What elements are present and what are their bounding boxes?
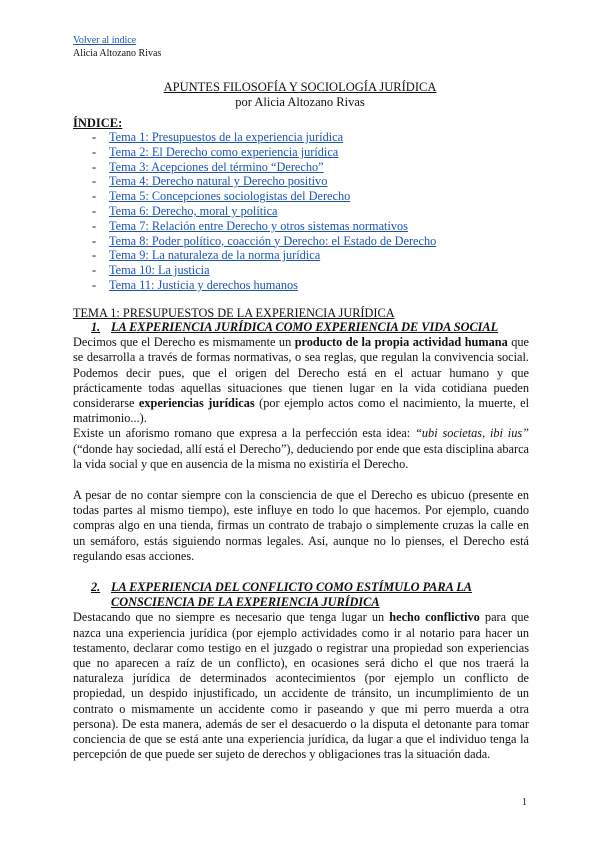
page-number: 1 <box>522 797 527 808</box>
toc-item: - Tema 9: La naturaleza de la norma jurídica <box>92 248 321 263</box>
document-title: APUNTES FILOSOFÍA Y SOCIOLOGÍA JURÍDICA <box>163 80 437 94</box>
paragraph: Existe un aforismo romano que expresa a la perfección esta idea: “ubi societas, ibi ius” (“donde hay sociedad, allí está el Derecho”), deduciendo por ende que esta disciplina abarca la vida social y que en ausencia de la misma no existiría el Derecho. <box>73 426 529 471</box>
subsection-number: 2. <box>91 580 101 595</box>
toc-item: - Tema 7: Relación entre Derecho y otros sistemas normativos <box>92 218 408 233</box>
bold-term: experiencias jurídicas <box>138 396 255 411</box>
subsection-title: LA EXPERIENCIA DEL CONFLICTO COMO ESTÍMULO PARA LA CONSCIENCIA DE LA EXPERIENCIA JURÍDICA <box>111 580 472 610</box>
toc-link-tema-11[interactable]: Tema 11: Justicia y derechos humanos <box>109 277 298 292</box>
toc-item: - Tema 1: Presupuestos de la experiencia jurídica <box>92 130 344 144</box>
paragraph: A pesar de no contar siempre con la consciencia de que el Derecho es ubicuo (presente en todas partes al mismo tiempo), este influye en todo lo que hacemos. Por ejemplo, cuando compras algo en una tienda, firmas un contrato de trabajo o simplemente cruzas la calle en un semáforo, estás siguiendo normas legales. Así, aunque no lo pienses, el Derecho está regulando esas acciones. <box>73 488 529 563</box>
toc-item: - Tema 10: La justicia <box>92 263 210 278</box>
section-heading: TEMA 1: PRESUPUESTOS DE LA EXPERIENCIA JURÍDICA <box>73 306 395 320</box>
toc-item: - Tema 8: Poder político, coacción y Derecho: el Estado de Derecho <box>92 233 437 248</box>
paragraph: Destacando que no siempre es necesario que tenga lugar un hecho conflictivo para que nazca una experiencia jurídica (por ejemplo actividades como ir al notario para hacer un testamento, declarar como testigo en el juzgado o registrar una propiedad son experiencias que no aparecen a raíz de un conflicto), en ocasiones será dicho el que nos traerá la naturaleza jurídica de determinados acontecimientos (por ejemplo un conflicto de propiedad, un despido injustificado, un accidente de tránsito, un incumplimiento de un contrato o mismamente un accidente como ir paseando y que mi perro muerda a otra persona). De esta manera, además de ser el desacuerdo o la disputa el detonante para tomar conciencia de que se está ante una experiencia jurídica, da lugar a que el individuo tenga la percepción de que puede ser sujeto de derechos y obligaciones tras la situación dada. <box>73 610 529 762</box>
toc-item: - Tema 5: Concepciones sociologistas del Derecho <box>92 189 351 204</box>
back-to-index-link[interactable]: Volver al índice <box>73 35 137 46</box>
toc-link-tema-1[interactable]: Tema 1: Presupuestos de la experiencia jurídica <box>109 130 344 144</box>
page-header <box>73 34 161 60</box>
toc-item: - Tema 11: Justicia y derechos humanos <box>92 277 298 292</box>
toc-item: - Tema 3: Acepciones del término “Derecho” <box>92 159 324 174</box>
toc-link-tema-2[interactable]: Tema 2: El Derecho como experiencia jurídica <box>109 144 339 159</box>
toc-link-tema-8[interactable]: Tema 8: Poder político, coacción y Derecho: el Estado de Derecho <box>109 233 437 248</box>
toc-item: - Tema 4: Derecho natural y Derecho positivo <box>92 174 328 189</box>
toc-link-tema-6[interactable]: Tema 6: Derecho, moral y política <box>109 203 278 218</box>
subsection-heading-2 <box>73 580 529 610</box>
bold-term: hecho conflictivo <box>389 610 480 625</box>
section-body <box>73 320 529 762</box>
table-of-contents <box>92 130 436 293</box>
toc-item: - Tema 2: El Derecho como experiencia jurídica <box>92 144 339 159</box>
toc-link-tema-4[interactable]: Tema 4: Derecho natural y Derecho positivo <box>109 174 328 189</box>
toc-link-tema-3[interactable]: Tema 3: Acepciones del término “Derecho” <box>109 159 324 174</box>
paragraph: Decimos que el Derecho es mismamente un producto de la propia actividad humana que se desarrolla a través de formas normativas, o sea reglas, que regulan la convivencia social. Podemos decir pues, que el origen del Derecho está en el actuar humano y que prácticamente todas aquellas situaciones que tienen lugar en la vida cotidiana pueden considerarse experiencias jurídicas (por ejemplo actos como el nacimiento, la muerte, el matrimonio...). <box>73 335 529 426</box>
toc-link-tema-10[interactable]: Tema 10: La justicia <box>109 263 210 278</box>
header-author: Alicia Altozano Rivas <box>73 48 162 59</box>
subsection-number: 1. <box>91 320 101 334</box>
subsection-title: LA EXPERIENCIA JURÍDICA COMO EXPERIENCIA DE VIDA SOCIAL <box>111 320 499 334</box>
document-byline: por Alicia Altozano Rivas <box>235 95 365 109</box>
document-title-block <box>0 80 600 110</box>
toc-item: - Tema 6: Derecho, moral y política <box>92 203 278 218</box>
index-heading: ÍNDICE: <box>73 116 123 130</box>
toc-link-tema-9[interactable]: Tema 9: La naturaleza de la norma jurídica <box>109 248 321 263</box>
toc-link-tema-7[interactable]: Tema 7: Relación entre Derecho y otros sistemas normativos <box>109 218 408 233</box>
bold-term: producto de la propia actividad humana <box>294 335 508 350</box>
subsection-heading-1 <box>73 320 529 335</box>
latin-aphorism: “ubi societas, ibi ius” <box>415 426 529 441</box>
toc-link-tema-5[interactable]: Tema 5: Concepciones sociologistas del Derecho <box>109 189 351 204</box>
